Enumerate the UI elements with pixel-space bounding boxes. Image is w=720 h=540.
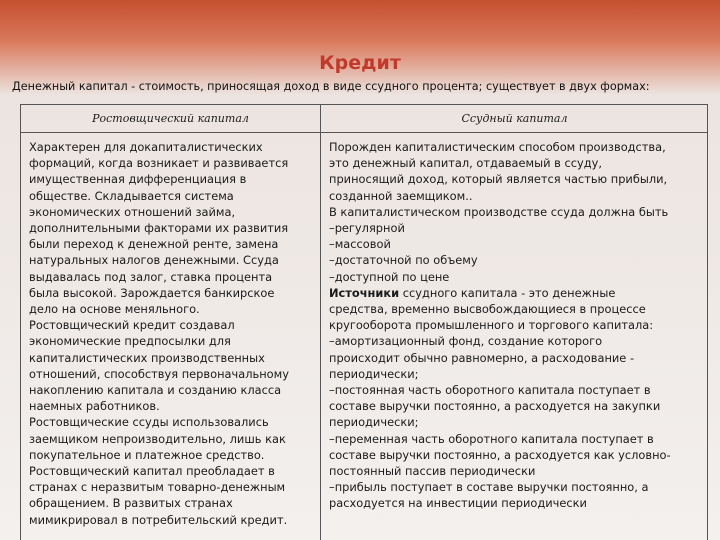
usury-text-line: странах с неразвитым товарно-денежным xyxy=(29,480,286,495)
loan-text-line: приносящий доход, который является частью прибыли, xyxy=(329,172,668,187)
usury-text-line: Ростовщический капитал преобладает в xyxy=(29,464,275,479)
slide-title: Кредит xyxy=(319,52,401,74)
loan-text-line: постоянный пассив периодически xyxy=(329,464,536,479)
loan-text-line: –массовой xyxy=(329,237,391,252)
loan-text-line: –достаточной по объему xyxy=(329,253,478,268)
usury-text-line: Характерен для докапиталистических xyxy=(29,140,263,154)
usury-capital-description xyxy=(21,133,321,540)
loan-text-line: В капиталистическом производстве ссуда должна быть xyxy=(329,204,669,219)
usury-text-line: обращением. В развитых странах xyxy=(29,496,233,511)
usury-text-line: отношений, способствуя первоначальному xyxy=(29,366,289,381)
loan-text-line: это денежный капитал, отдаваемый в ссуду, xyxy=(329,156,602,171)
comparison-table xyxy=(20,104,708,540)
loan-text-line: расходуется на инвестиции периодически xyxy=(329,496,587,511)
loan-capital-description xyxy=(321,133,708,540)
usury-text-line: экономических отношений займа, xyxy=(29,204,236,219)
loan-text-line: Порожден капиталистическим способом производства, xyxy=(329,140,666,154)
usury-text-line: натуральных налогов денежными. Ссуда xyxy=(29,253,279,268)
usury-text-line: Ростовщические ссуды использовались xyxy=(29,415,269,430)
usury-text-line: капиталистических производственных xyxy=(29,350,265,365)
usury-text-line: накоплению капитала и созданию класса xyxy=(29,383,282,398)
usury-text-line: формаций, когда возникает и развивается xyxy=(29,156,289,171)
usury-text-line: была высокой. Зарождается банкирское xyxy=(29,285,275,300)
usury-text-line: обществе. Складывается система xyxy=(29,188,234,203)
usury-text-line: выдавалась под залог, ставка процента xyxy=(29,269,273,284)
loan-text-line: –постоянная часть оборотного капитала поступает в xyxy=(329,383,651,398)
usury-text-line: покупательное и платежное средство. xyxy=(29,447,265,462)
slide-subtitle: Денежный капитал - стоимость, приносящая доход в виде ссудного процента; существует в двух формах: xyxy=(12,80,650,93)
bold-term: Источники xyxy=(329,285,400,300)
loan-text-line: –амортизационный фонд, создание которого xyxy=(329,334,603,349)
table-header-loan-capital: Ссудный капитал xyxy=(321,105,708,133)
loan-text-line: составе выручки постоянно, а расходуется на закупки xyxy=(329,399,661,414)
usury-text-line: имущественная дифференциация в xyxy=(29,172,247,187)
usury-text-line: заемщиком непроизводительно, лишь как xyxy=(29,431,286,446)
loan-text-line: –регулярной xyxy=(329,221,405,236)
usury-text-line: экономические предпосылки для xyxy=(29,334,231,349)
loan-text-line: –доступной по цене xyxy=(329,269,450,284)
loan-text-line: периодически; xyxy=(329,415,419,430)
loan-text-line: средства, временно высвобождающиеся в процессе xyxy=(329,302,646,317)
loan-text-line: –переменная часть оборотного капитала поступает в xyxy=(329,431,654,446)
table-header-usury-capital: Ростовщический капитал xyxy=(21,105,321,133)
loan-text-line: происходит обычно равномерно, а расходование - xyxy=(329,350,635,365)
loan-text-line: кругооборота промышленного и торгового капитала: xyxy=(329,318,654,333)
loan-text-line: созданной заемщиком.. xyxy=(329,188,473,203)
loan-text-line: составе выручки постоянно, а расходуется как условно- xyxy=(329,447,671,462)
usury-text-line: наемных работников. xyxy=(29,399,160,414)
loan-text-line: периодически; xyxy=(329,366,419,381)
loan-text-line: Источники ссудного капитала - это денежные xyxy=(329,285,616,300)
usury-text-line: Ростовщический кредит создавал xyxy=(29,318,235,333)
usury-text-line: мимикрировал в потребительский кредит. xyxy=(29,512,288,527)
usury-text-line: были переход к денежной ренте, замена xyxy=(29,237,279,252)
usury-text-line: дополнительными факторами их развития xyxy=(29,221,289,236)
loan-text-line: –прибыль поступает в составе выручки постоянно, а xyxy=(329,480,649,495)
usury-text-line: дело на основе меняльного. xyxy=(29,302,200,317)
